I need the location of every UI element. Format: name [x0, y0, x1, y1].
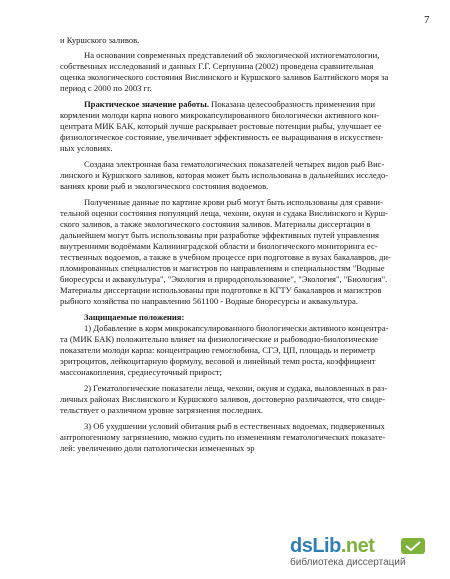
watermark-badge-icon	[400, 537, 426, 555]
text-line: внутренними водоёмами Калининградской области и биологического мониторинга ес-	[60, 241, 378, 251]
text-line: Материалы диссертации использованы при подготовке в КГТУ бакалавров и магистров	[60, 285, 382, 295]
text-line: массонакопления, среднесуточный прирост;	[60, 367, 222, 377]
text-line: личных районах Вислинского и Куршского заливов, достоверно различаются, что свиде-	[60, 394, 386, 404]
text-line: На основании современных представлений об экологической ихтиогематологии,	[84, 50, 380, 60]
text-line: собственных исследований и данных Г.Г. Серпунина (2002) проведена сравнительная	[60, 61, 374, 71]
text-line: линского и Куршского заливов, которая может быть использована в дальнейших исследо-	[60, 170, 389, 180]
text-line: центрата МИК БАК, который лучше раскрывает ростовые потенции рыбы, улучшает ее	[60, 121, 382, 131]
text-line: биоресурсы и аквакультура", "Экология и природопользование", "Экология", "Биология".	[60, 274, 388, 284]
bold-lead: Защищаемые положения:	[84, 312, 185, 322]
text-line: дальнейшем могут быть использованы при разработке эффективных путей управления	[60, 230, 380, 240]
text-line: тельной оценки состояния популяций леща, чехони, окуня и судака Вислинского и Курш-	[60, 208, 388, 218]
line-rest: Показана целесообразность применения при	[208, 99, 375, 109]
text-line: лей: увеличению доли патологически измененных эр	[60, 443, 255, 453]
page-number: 7	[424, 14, 430, 26]
text-line: ных условиях.	[60, 143, 113, 153]
text-line: рыбного хозяйства по направлению 561100 - Водные биоресурсы и аквакультура.	[60, 296, 358, 306]
text-line: пломированных специалистов и магистров по направлениям и специальностям "Водные	[60, 263, 385, 273]
text-line: ского заливов, а также экологического состояния заливов. Материалы диссертации в	[60, 219, 371, 229]
text-line: тественных водоемов, а также в учебном процессе при подготовке в вузах бакалавров, ди-	[60, 252, 391, 262]
text-line: показатели молоди карпа: концентрацию гемоглобина, СГЭ, ЦП, площадь и периметр	[60, 345, 376, 355]
text-line	[60, 99, 400, 110]
text-line: антропогенному загрязнению, можно судить по изменениям гематологических показате-	[60, 432, 386, 442]
text-line: Создана электронная база гематологических показателей четырех видов рыб Вис-	[84, 159, 385, 169]
text-line: оценка экологического состояния Вислинского и Куршского заливов Балтийского моря за	[60, 72, 389, 82]
text-line: и Куршского заливов.	[60, 35, 140, 45]
watermark-logo: dsLib.net	[290, 535, 375, 557]
text-line: период с 2000 по 2003 гг.	[60, 83, 152, 93]
text-line: кормлении молоди карпа нового микрокапсулированного биологически активного кон-	[60, 110, 380, 120]
text-line: тельствует о различном уровне загрязнения последних.	[60, 405, 264, 415]
text-line	[60, 312, 400, 323]
text-line: 2) Гематологические показатели леща, чехони, окуня и судака, выловленных в раз-	[84, 383, 388, 393]
text-line: ваниях крови рыб и экологического состояния водоемов.	[60, 181, 269, 191]
text-line: физиологическое состояние, увеличивает эффективность ее выращивания в искусствен-	[60, 132, 384, 142]
text-line: Полученные данные по картине крови рыб могут быть использованы для сравни-	[84, 197, 383, 207]
text-line: 1) Добавление в корм микрокапсулированного биологически активного концентра-	[84, 323, 389, 333]
bold-lead: Практическое значение работы.	[84, 99, 209, 109]
text-line: 3) Об ухудшении условий обитания рыб в естественных водоемах, подверженных	[84, 421, 385, 431]
text-line: эритроцитов, лейкоцитарную формулу, весовой и линейный темп роста, коэффициент	[60, 356, 376, 366]
text-line: та (МИК БАК) положительно влияет на физиологические и рыбоводно-биологические	[60, 334, 378, 344]
watermark-subtitle: библиотека диссертаций	[290, 557, 406, 568]
watermark	[290, 535, 440, 571]
